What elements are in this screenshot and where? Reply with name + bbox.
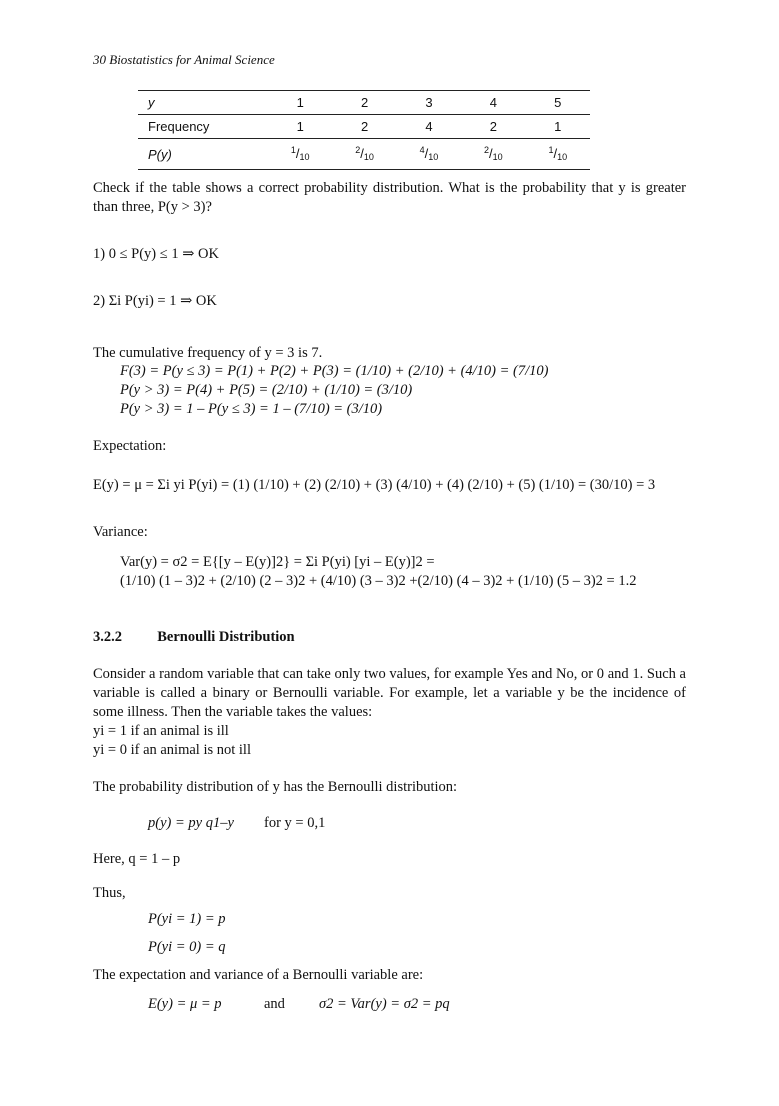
expectation-equation: E(y) = μ = Σi yi P(yi) = (1) (1/10) + (2) (2/10) + (3) (4/10) + (4) (2/10) + (5) (1/10) = (30/10) = 3 [93, 477, 656, 493]
thus-line: Thus, [93, 885, 126, 901]
table-cell-fraction: $^2/_{10}$ [355, 145, 374, 162]
and-word: and [264, 996, 285, 1012]
table-row-y [138, 91, 590, 115]
variance-label: Variance: [93, 524, 148, 540]
fraction-den: 10 [428, 152, 439, 162]
page-header: 30 Biostatistics for Animal Science [93, 52, 275, 67]
table-cell: 2 [489, 119, 497, 134]
table-cell: 3 [425, 95, 433, 110]
cumulative-intro: The cumulative frequency of y = 3 is 7. [93, 345, 323, 361]
expectation-bernoulli: E(y) = μ = p [148, 996, 222, 1012]
section-number: 3.2.2 [93, 629, 122, 645]
distribution-equation: p(y) = py q1–y [148, 815, 234, 831]
fraction-num: 2 [355, 145, 361, 155]
yi-not-ill: yi = 0 if an animal is not ill [93, 742, 251, 758]
variance-equation-2: (1/10) (1 – 3)2 + (2/10) (2 – 3)2 + (4/10) (3 – 3)2 +(2/10) (4 – 3)2 + (1/10) (5 – 3)2 = 1.2 [120, 573, 637, 589]
table-cell: 2 [360, 95, 369, 110]
check-two: 2) Σi P(yi) = 1 ⇒ OK [93, 293, 217, 309]
table-cell: 1 [296, 95, 304, 110]
table-cell: 1 [296, 119, 304, 134]
cumulative-line-1: F(3) = P(y ≤ 3) = P(1) + P(2) + P(3) = (1/10) + (2/10) + (4/10) = (7/10) [120, 363, 549, 379]
variance-bernoulli: σ2 = Var(y) = σ2 = pq [319, 996, 450, 1012]
distribution-condition: for y = 0,1 [264, 815, 326, 831]
distribution-intro: The probability distribution of y has the Bernoulli distribution: [93, 779, 458, 795]
fraction-num: 4 [419, 145, 425, 155]
yi-ill: yi = 1 if an animal is ill [93, 723, 229, 739]
fraction-num: 1 [290, 145, 296, 155]
fraction-num: 1 [548, 145, 554, 155]
prob-yi-0: P(yi = 0) = q [148, 939, 226, 955]
expectation-label: Expectation: [93, 438, 167, 454]
check-one: 1) 0 ≤ P(y) ≤ 1 ⇒ OK [93, 246, 219, 262]
prob-yi-1: P(yi = 1) = p [148, 911, 226, 927]
table-header-y: y [148, 95, 155, 110]
probability-table [138, 90, 590, 170]
table-cell-fraction: $^2/_{10}$ [484, 145, 503, 162]
question-paragraph: Check if the table shows a correct probability distribution. What is the probability that y is greater than three, P(y > 3)? [93, 180, 686, 215]
table-cell: 2 [360, 119, 369, 134]
fraction-den: 10 [363, 152, 374, 162]
section-heading [93, 628, 295, 647]
table-cell-fraction: $^1/_{10}$ [548, 145, 568, 162]
section-title: Bernoulli Distribution [157, 629, 295, 645]
table-cell-fraction: $^1/_{10}$ [290, 145, 310, 162]
here-line: Here, q = 1 – p [93, 851, 181, 867]
table-cell: 5 [554, 95, 562, 110]
table-cell: 4 [489, 95, 497, 110]
fraction-den: 10 [557, 152, 568, 162]
table-label-frequency: Frequency [148, 119, 210, 134]
ev-intro: The expectation and variance of a Bernoulli variable are: [93, 967, 424, 983]
table-row-probability [138, 139, 590, 170]
cumulative-line-3: P(y > 3) = 1 – P(y ≤ 3) = 1 – (7/10) = (3/10) [120, 401, 383, 417]
table-row-frequency [138, 115, 590, 139]
table-cell: 1 [554, 119, 562, 134]
fraction-den: 10 [299, 152, 310, 162]
fraction-den: 10 [492, 152, 503, 162]
variance-equation-1: Var(y) = σ2 = E{[y – E(y)]2} = Σi P(yi) [yi – E(y)]2 = [120, 554, 435, 570]
cumulative-line-2: P(y > 3) = P(4) + P(5) = (2/10) + (1/10) = (3/10) [120, 382, 413, 398]
table-label-probability: P(y) [148, 146, 172, 162]
fraction-num: 2 [484, 145, 490, 155]
table-cell: 4 [425, 119, 433, 134]
bernoulli-paragraph: Consider a random variable that can take only two values, for example Yes and No, or 0 and 1. Such a variable is called a binary or Bernoulli variable. For example, let a variable y be the incidence of some illness. Then the variable takes the values: [93, 666, 686, 720]
table-cell-fraction: $^4/_{10}$ [419, 145, 439, 162]
